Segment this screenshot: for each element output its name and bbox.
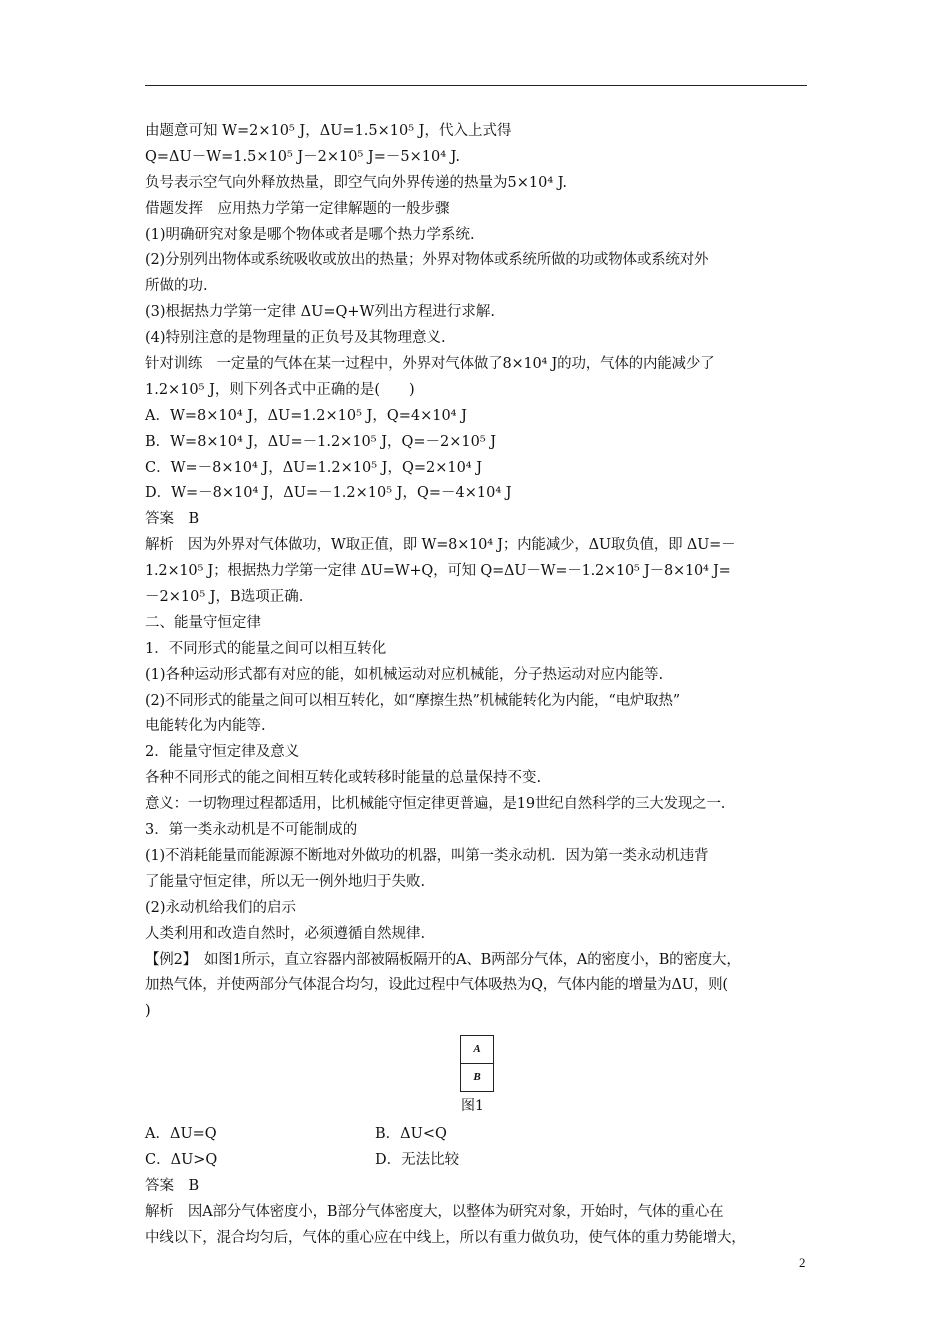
text-line: (1)明确研究对象是哪个物体或者是哪个热力学系统. bbox=[145, 226, 475, 243]
example-text: 加热气体，并使两部分气体混合均匀，设此过程中气体吸热为Q，气体内能的增量为ΔU，则( bbox=[145, 977, 728, 994]
text-line: (1)各种运动形式都有对应的能，如机械运动对应机械能，分子热运动对应内能等. bbox=[145, 666, 664, 683]
document-body bbox=[145, 119, 815, 1252]
question-text: 针对训练 一定量的气体在某一过程中，外界对气体做了8×10⁴ J的功，气体的内能减少了 bbox=[145, 356, 715, 373]
figure-1 bbox=[145, 1025, 815, 1122]
option-a: A．W=8×10⁴ J，ΔU=1.2×10⁵ J，Q=4×10⁴ J bbox=[145, 407, 467, 424]
text-line: (3)根据热力学第一定律 ΔU=Q+W列出方程进行求解. bbox=[145, 304, 496, 321]
example-text: ) bbox=[145, 1003, 151, 1020]
subsection-heading: 3．第一类永动机是不可能制成的 bbox=[145, 822, 358, 839]
section-heading: 二、能量守恒定律 bbox=[145, 614, 261, 631]
text-line: (4)特别注意的是物理量的正负号及其物理意义. bbox=[145, 330, 446, 347]
analysis-line: －2×10⁵ J，B选项正确. bbox=[145, 589, 304, 606]
options-row bbox=[145, 1148, 815, 1174]
header-rule bbox=[145, 85, 807, 86]
subsection-heading: 2．能量守恒定律及意义 bbox=[145, 744, 300, 761]
analysis-line: 解析 因A部分气体密度小，B部分气体密度大，以整体为研究对象，开始时，气体的重心在 bbox=[145, 1203, 724, 1220]
text-line: 负号表示空气向外释放热量，即空气向外界传递的热量为5×10⁴ J. bbox=[145, 174, 568, 191]
text-line: 意义：一切物理过程都适用，比机械能守恒定律更普遍，是19世纪自然科学的三大发现之一. bbox=[145, 796, 726, 813]
option-b: B．W=8×10⁴ J，ΔU=－1.2×10⁵ J，Q=－2×10⁵ J bbox=[145, 433, 497, 450]
answer-line: 答案 B bbox=[145, 511, 200, 528]
option-a: A．ΔU=Q bbox=[145, 1126, 217, 1143]
text-line: (1)不消耗能量而能源源不断地对外做功的机器，叫第一类永动机．因为第一类永动机违背 bbox=[145, 847, 709, 864]
gas-b-label: B bbox=[473, 1071, 481, 1084]
option-c: C．W=－8×10⁴ J，ΔU=1.2×10⁵ J，Q=2×10⁴ J bbox=[145, 459, 483, 476]
analysis-line: 中线以下，混合均匀后，气体的重心应在中线上，所以有重力做负功，使气体的重力势能增大， bbox=[145, 1229, 746, 1246]
container-diagram bbox=[460, 1035, 494, 1092]
question-text: 1.2×10⁵ J，则下列各式中正确的是( ) bbox=[145, 381, 415, 398]
text-line: 了能量守恒定律，所以无一例外地归于失败. bbox=[145, 873, 426, 890]
text-line: Q=ΔU－W=1.5×10⁵ J－2×10⁵ J=－5×10⁴ J. bbox=[145, 148, 460, 165]
text-line: (2)不同形式的能量之间可以相互转化，如“摩擦生热”机械能转化为内能，“电炉取热” bbox=[145, 692, 680, 709]
gas-a-label: A bbox=[461, 1036, 493, 1064]
text-line: 由题意可知 W=2×10⁵ J，ΔU=1.5×10⁵ J，代入上式得 bbox=[145, 123, 512, 139]
analysis-line: 1.2×10⁵ J；根据热力学第一定律 ΔU=W+Q，可知 Q=ΔU－W=－1.2×10⁵ J－8×10⁴ J= bbox=[145, 563, 731, 580]
section-heading: 借题发挥 应用热力学第一定律解题的一般步骤 bbox=[145, 200, 450, 217]
text-line: 电能转化为内能等. bbox=[145, 718, 266, 735]
text-line: (2)分别列出物体或系统吸收或放出的热量；外界对物体或系统所做的功或物体或系统对外 bbox=[145, 252, 709, 269]
analysis-line: 解析 因为外界对气体做功，W取正值，即 W=8×10⁴ J；内能减少，ΔU取负值，即 ΔU=－ bbox=[145, 537, 736, 554]
text-line: (2)永动机给我们的启示 bbox=[145, 899, 297, 916]
figure-caption: 图1 bbox=[461, 1098, 484, 1115]
text-line: 各种不同形式的能之间相互转化或转移时能量的总量保持不变. bbox=[145, 770, 542, 787]
option-c: C．ΔU>Q bbox=[145, 1152, 218, 1169]
answer-line: 答案 B bbox=[145, 1177, 200, 1194]
text-line: 所做的功. bbox=[145, 278, 208, 295]
example-text: 【例2】 如图1所示，直立容器内部被隔板隔开的A、B两部分气体，A的密度小，B的密度大， bbox=[145, 951, 741, 968]
options-row bbox=[145, 1122, 815, 1148]
subsection-heading: 1．不同形式的能量之间可以相互转化 bbox=[145, 640, 387, 657]
option-d: D．无法比较 bbox=[375, 1152, 460, 1169]
option-b: B．ΔU<Q bbox=[375, 1126, 447, 1143]
page-number: 2 bbox=[799, 1255, 806, 1270]
text-line: 人类利用和改造自然时，必须遵循自然规律. bbox=[145, 925, 426, 942]
option-d: D．W=－8×10⁴ J，ΔU=－1.2×10⁵ J，Q=－4×10⁴ J bbox=[145, 485, 512, 502]
